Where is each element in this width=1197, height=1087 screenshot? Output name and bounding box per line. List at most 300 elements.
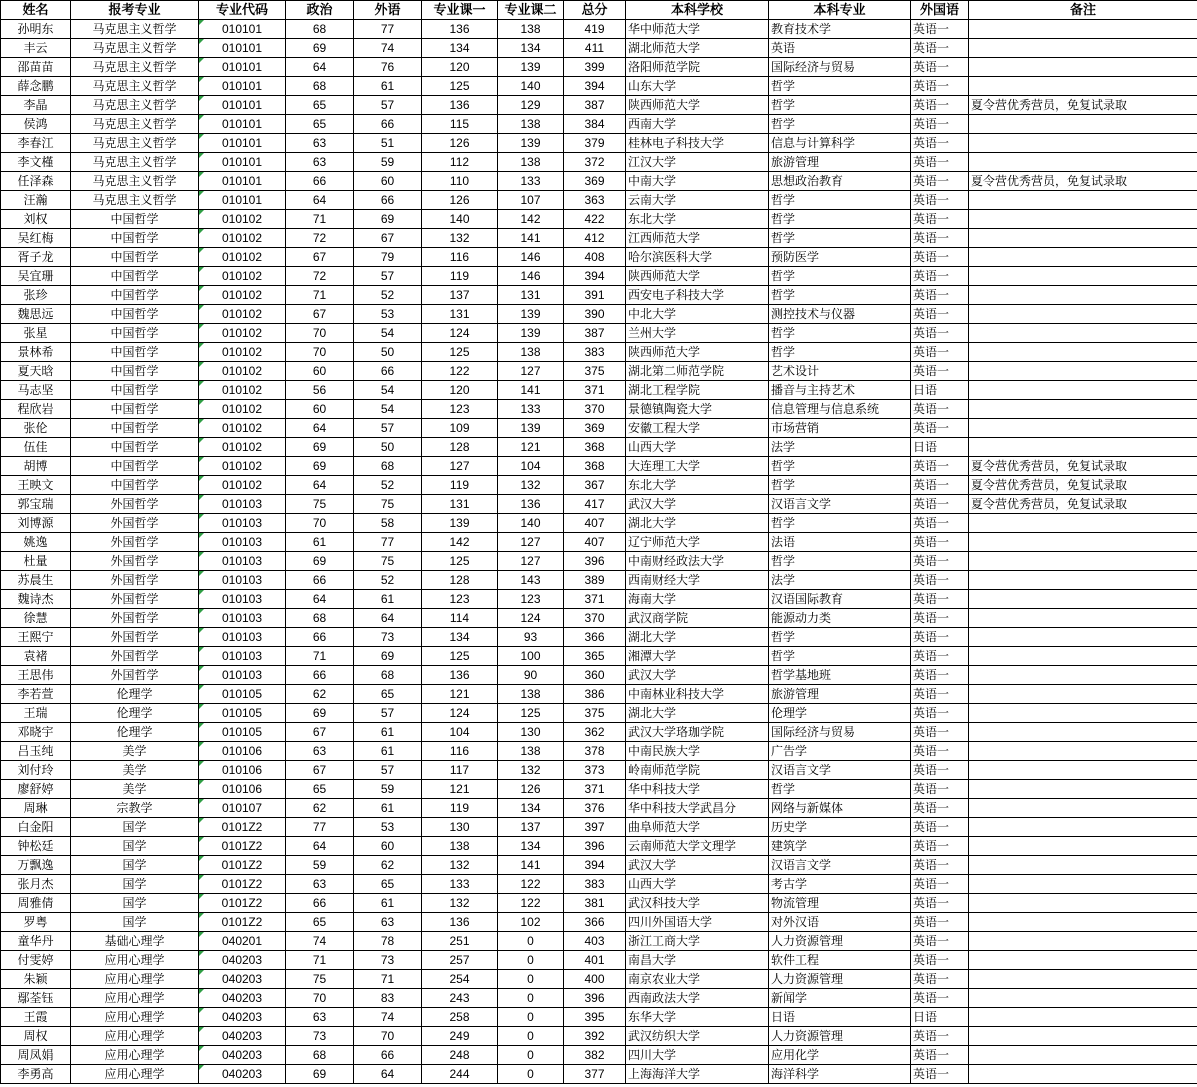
cell-undergrad-school[interactable] bbox=[626, 324, 769, 343]
cell-foreign-language-exam[interactable] bbox=[911, 1046, 969, 1065]
cell-course1[interactable] bbox=[422, 837, 498, 856]
cell-name[interactable] bbox=[1, 818, 71, 837]
cell-total[interactable] bbox=[564, 324, 626, 343]
cell-total[interactable] bbox=[564, 400, 626, 419]
cell-course2[interactable] bbox=[498, 400, 564, 419]
cell-politics[interactable] bbox=[286, 761, 354, 780]
cell-undergrad-school[interactable] bbox=[626, 894, 769, 913]
cell-name[interactable] bbox=[1, 780, 71, 799]
cell-politics[interactable] bbox=[286, 932, 354, 951]
cell-course2[interactable] bbox=[498, 552, 564, 571]
cell-foreign-language-exam[interactable] bbox=[911, 343, 969, 362]
cell-undergrad-major[interactable] bbox=[769, 856, 911, 875]
cell-undergrad-major[interactable] bbox=[769, 58, 911, 77]
cell-politics[interactable] bbox=[286, 96, 354, 115]
column-header-foreign-language-exam[interactable]: 外国语 bbox=[911, 1, 969, 20]
cell-foreign-language-exam[interactable] bbox=[911, 210, 969, 229]
cell-major-code[interactable] bbox=[199, 96, 286, 115]
cell-foreign-language[interactable] bbox=[354, 400, 422, 419]
cell-undergrad-school[interactable] bbox=[626, 951, 769, 970]
cell-course2[interactable] bbox=[498, 134, 564, 153]
cell-total[interactable] bbox=[564, 799, 626, 818]
cell-undergrad-school[interactable] bbox=[626, 248, 769, 267]
cell-name[interactable] bbox=[1, 134, 71, 153]
cell-total[interactable] bbox=[564, 970, 626, 989]
cell-undergrad-school[interactable] bbox=[626, 134, 769, 153]
cell-undergrad-school[interactable] bbox=[626, 172, 769, 191]
cell-applied-major[interactable] bbox=[71, 153, 199, 172]
cell-foreign-language-exam[interactable] bbox=[911, 894, 969, 913]
cell-name[interactable] bbox=[1, 20, 71, 39]
cell-applied-major[interactable] bbox=[71, 77, 199, 96]
cell-total[interactable] bbox=[564, 837, 626, 856]
cell-remarks[interactable] bbox=[969, 267, 1197, 286]
cell-politics[interactable] bbox=[286, 609, 354, 628]
cell-course1[interactable] bbox=[422, 153, 498, 172]
cell-applied-major[interactable] bbox=[71, 913, 199, 932]
cell-major-code[interactable] bbox=[199, 39, 286, 58]
cell-remarks[interactable] bbox=[969, 419, 1197, 438]
cell-applied-major[interactable] bbox=[71, 248, 199, 267]
cell-name[interactable] bbox=[1, 438, 71, 457]
cell-course1[interactable] bbox=[422, 419, 498, 438]
cell-major-code[interactable] bbox=[199, 609, 286, 628]
cell-course1[interactable] bbox=[422, 932, 498, 951]
cell-politics[interactable] bbox=[286, 153, 354, 172]
cell-total[interactable] bbox=[564, 875, 626, 894]
cell-politics[interactable] bbox=[286, 533, 354, 552]
cell-foreign-language-exam[interactable] bbox=[911, 666, 969, 685]
cell-undergrad-school[interactable] bbox=[626, 799, 769, 818]
cell-course1[interactable] bbox=[422, 970, 498, 989]
cell-politics[interactable] bbox=[286, 799, 354, 818]
cell-course1[interactable] bbox=[422, 191, 498, 210]
cell-name[interactable] bbox=[1, 324, 71, 343]
cell-course1[interactable] bbox=[422, 362, 498, 381]
cell-undergrad-school[interactable] bbox=[626, 609, 769, 628]
cell-undergrad-major[interactable] bbox=[769, 1046, 911, 1065]
cell-politics[interactable] bbox=[286, 1065, 354, 1084]
cell-undergrad-school[interactable] bbox=[626, 153, 769, 172]
cell-major-code[interactable] bbox=[199, 438, 286, 457]
cell-remarks[interactable] bbox=[969, 248, 1197, 267]
cell-foreign-language[interactable] bbox=[354, 229, 422, 248]
cell-course2[interactable] bbox=[498, 115, 564, 134]
cell-applied-major[interactable] bbox=[71, 970, 199, 989]
cell-applied-major[interactable] bbox=[71, 1065, 199, 1084]
column-header-course2[interactable]: 专业课二 bbox=[498, 1, 564, 20]
cell-remarks[interactable] bbox=[969, 1065, 1197, 1084]
cell-major-code[interactable] bbox=[199, 248, 286, 267]
cell-major-code[interactable] bbox=[199, 153, 286, 172]
cell-applied-major[interactable] bbox=[71, 761, 199, 780]
cell-remarks[interactable] bbox=[969, 989, 1197, 1008]
cell-remarks[interactable] bbox=[969, 552, 1197, 571]
cell-foreign-language-exam[interactable] bbox=[911, 552, 969, 571]
cell-name[interactable] bbox=[1, 77, 71, 96]
cell-foreign-language[interactable] bbox=[354, 894, 422, 913]
cell-major-code[interactable] bbox=[199, 419, 286, 438]
cell-undergrad-major[interactable] bbox=[769, 210, 911, 229]
cell-undergrad-major[interactable] bbox=[769, 552, 911, 571]
cell-course1[interactable] bbox=[422, 780, 498, 799]
column-header-name[interactable]: 姓名 bbox=[1, 1, 71, 20]
cell-undergrad-major[interactable] bbox=[769, 609, 911, 628]
cell-politics[interactable] bbox=[286, 400, 354, 419]
cell-foreign-language-exam[interactable] bbox=[911, 970, 969, 989]
cell-applied-major[interactable] bbox=[71, 989, 199, 1008]
cell-total[interactable] bbox=[564, 305, 626, 324]
cell-politics[interactable] bbox=[286, 552, 354, 571]
cell-applied-major[interactable] bbox=[71, 305, 199, 324]
cell-course2[interactable] bbox=[498, 685, 564, 704]
cell-undergrad-major[interactable] bbox=[769, 685, 911, 704]
cell-remarks[interactable] bbox=[969, 134, 1197, 153]
cell-undergrad-major[interactable] bbox=[769, 381, 911, 400]
cell-applied-major[interactable] bbox=[71, 1008, 199, 1027]
cell-remarks[interactable] bbox=[969, 96, 1197, 115]
cell-foreign-language[interactable] bbox=[354, 837, 422, 856]
cell-name[interactable] bbox=[1, 172, 71, 191]
cell-undergrad-major[interactable] bbox=[769, 647, 911, 666]
cell-applied-major[interactable] bbox=[71, 647, 199, 666]
cell-total[interactable] bbox=[564, 704, 626, 723]
cell-remarks[interactable] bbox=[969, 666, 1197, 685]
cell-undergrad-major[interactable] bbox=[769, 267, 911, 286]
cell-course2[interactable] bbox=[498, 1008, 564, 1027]
cell-applied-major[interactable] bbox=[71, 1027, 199, 1046]
cell-major-code[interactable] bbox=[199, 495, 286, 514]
cell-major-code[interactable] bbox=[199, 305, 286, 324]
cell-undergrad-school[interactable] bbox=[626, 476, 769, 495]
cell-applied-major[interactable] bbox=[71, 457, 199, 476]
cell-total[interactable] bbox=[564, 628, 626, 647]
cell-applied-major[interactable] bbox=[71, 723, 199, 742]
cell-foreign-language[interactable] bbox=[354, 210, 422, 229]
cell-name[interactable] bbox=[1, 267, 71, 286]
cell-applied-major[interactable] bbox=[71, 134, 199, 153]
cell-total[interactable] bbox=[564, 742, 626, 761]
cell-politics[interactable] bbox=[286, 134, 354, 153]
cell-politics[interactable] bbox=[286, 343, 354, 362]
cell-foreign-language[interactable] bbox=[354, 609, 422, 628]
cell-foreign-language[interactable] bbox=[354, 989, 422, 1008]
cell-foreign-language-exam[interactable] bbox=[911, 77, 969, 96]
cell-course1[interactable] bbox=[422, 77, 498, 96]
cell-undergrad-school[interactable] bbox=[626, 210, 769, 229]
cell-remarks[interactable] bbox=[969, 514, 1197, 533]
cell-undergrad-school[interactable] bbox=[626, 58, 769, 77]
cell-undergrad-major[interactable] bbox=[769, 77, 911, 96]
cell-total[interactable] bbox=[564, 58, 626, 77]
cell-major-code[interactable] bbox=[199, 1027, 286, 1046]
cell-foreign-language[interactable] bbox=[354, 96, 422, 115]
cell-total[interactable] bbox=[564, 362, 626, 381]
column-header-undergrad-major[interactable]: 本科专业 bbox=[769, 1, 911, 20]
cell-undergrad-school[interactable] bbox=[626, 419, 769, 438]
cell-major-code[interactable] bbox=[199, 761, 286, 780]
cell-course1[interactable] bbox=[422, 875, 498, 894]
cell-politics[interactable] bbox=[286, 989, 354, 1008]
cell-politics[interactable] bbox=[286, 115, 354, 134]
cell-foreign-language-exam[interactable] bbox=[911, 381, 969, 400]
cell-foreign-language-exam[interactable] bbox=[911, 951, 969, 970]
cell-name[interactable] bbox=[1, 552, 71, 571]
cell-foreign-language[interactable] bbox=[354, 1065, 422, 1084]
cell-undergrad-school[interactable] bbox=[626, 780, 769, 799]
cell-politics[interactable] bbox=[286, 856, 354, 875]
cell-major-code[interactable] bbox=[199, 704, 286, 723]
cell-course1[interactable] bbox=[422, 476, 498, 495]
cell-undergrad-major[interactable] bbox=[769, 951, 911, 970]
cell-undergrad-school[interactable] bbox=[626, 685, 769, 704]
cell-major-code[interactable] bbox=[199, 913, 286, 932]
cell-foreign-language-exam[interactable] bbox=[911, 495, 969, 514]
cell-undergrad-major[interactable] bbox=[769, 913, 911, 932]
cell-total[interactable] bbox=[564, 286, 626, 305]
cell-undergrad-school[interactable] bbox=[626, 571, 769, 590]
cell-course1[interactable] bbox=[422, 647, 498, 666]
cell-major-code[interactable] bbox=[199, 894, 286, 913]
cell-total[interactable] bbox=[564, 647, 626, 666]
cell-politics[interactable] bbox=[286, 58, 354, 77]
cell-politics[interactable] bbox=[286, 438, 354, 457]
cell-major-code[interactable] bbox=[199, 647, 286, 666]
cell-undergrad-major[interactable] bbox=[769, 457, 911, 476]
cell-course2[interactable] bbox=[498, 837, 564, 856]
cell-foreign-language[interactable] bbox=[354, 115, 422, 134]
cell-course2[interactable] bbox=[498, 799, 564, 818]
cell-course2[interactable] bbox=[498, 381, 564, 400]
cell-remarks[interactable] bbox=[969, 723, 1197, 742]
cell-undergrad-major[interactable] bbox=[769, 419, 911, 438]
cell-total[interactable] bbox=[564, 571, 626, 590]
cell-major-code[interactable] bbox=[199, 1008, 286, 1027]
cell-applied-major[interactable] bbox=[71, 39, 199, 58]
cell-course2[interactable] bbox=[498, 894, 564, 913]
cell-foreign-language-exam[interactable] bbox=[911, 590, 969, 609]
cell-applied-major[interactable] bbox=[71, 210, 199, 229]
cell-remarks[interactable] bbox=[969, 1027, 1197, 1046]
cell-politics[interactable] bbox=[286, 875, 354, 894]
cell-course1[interactable] bbox=[422, 609, 498, 628]
cell-major-code[interactable] bbox=[199, 685, 286, 704]
cell-undergrad-school[interactable] bbox=[626, 39, 769, 58]
cell-major-code[interactable] bbox=[199, 20, 286, 39]
cell-course1[interactable] bbox=[422, 210, 498, 229]
cell-total[interactable] bbox=[564, 723, 626, 742]
column-header-course1[interactable]: 专业课一 bbox=[422, 1, 498, 20]
cell-foreign-language-exam[interactable] bbox=[911, 742, 969, 761]
column-header-remarks[interactable]: 备注 bbox=[969, 1, 1197, 20]
cell-major-code[interactable] bbox=[199, 628, 286, 647]
cell-remarks[interactable] bbox=[969, 780, 1197, 799]
cell-politics[interactable] bbox=[286, 628, 354, 647]
cell-name[interactable] bbox=[1, 837, 71, 856]
cell-foreign-language[interactable] bbox=[354, 324, 422, 343]
cell-foreign-language[interactable] bbox=[354, 191, 422, 210]
cell-foreign-language[interactable] bbox=[354, 647, 422, 666]
cell-name[interactable] bbox=[1, 1008, 71, 1027]
cell-foreign-language[interactable] bbox=[354, 628, 422, 647]
cell-remarks[interactable] bbox=[969, 837, 1197, 856]
cell-foreign-language-exam[interactable] bbox=[911, 818, 969, 837]
cell-undergrad-school[interactable] bbox=[626, 590, 769, 609]
cell-applied-major[interactable] bbox=[71, 951, 199, 970]
cell-foreign-language-exam[interactable] bbox=[911, 628, 969, 647]
cell-remarks[interactable] bbox=[969, 381, 1197, 400]
cell-applied-major[interactable] bbox=[71, 20, 199, 39]
cell-undergrad-major[interactable] bbox=[769, 20, 911, 39]
cell-politics[interactable] bbox=[286, 39, 354, 58]
cell-applied-major[interactable] bbox=[71, 172, 199, 191]
cell-major-code[interactable] bbox=[199, 1046, 286, 1065]
cell-major-code[interactable] bbox=[199, 115, 286, 134]
cell-major-code[interactable] bbox=[199, 210, 286, 229]
cell-remarks[interactable] bbox=[969, 1008, 1197, 1027]
cell-foreign-language[interactable] bbox=[354, 552, 422, 571]
cell-foreign-language-exam[interactable] bbox=[911, 457, 969, 476]
cell-undergrad-school[interactable] bbox=[626, 115, 769, 134]
cell-politics[interactable] bbox=[286, 77, 354, 96]
cell-name[interactable] bbox=[1, 305, 71, 324]
cell-course2[interactable] bbox=[498, 39, 564, 58]
cell-applied-major[interactable] bbox=[71, 666, 199, 685]
cell-undergrad-school[interactable] bbox=[626, 286, 769, 305]
cell-undergrad-major[interactable] bbox=[769, 476, 911, 495]
cell-undergrad-school[interactable] bbox=[626, 305, 769, 324]
cell-foreign-language[interactable] bbox=[354, 495, 422, 514]
cell-major-code[interactable] bbox=[199, 172, 286, 191]
cell-undergrad-major[interactable] bbox=[769, 305, 911, 324]
cell-name[interactable] bbox=[1, 913, 71, 932]
cell-name[interactable] bbox=[1, 875, 71, 894]
cell-total[interactable] bbox=[564, 381, 626, 400]
cell-course2[interactable] bbox=[498, 495, 564, 514]
cell-remarks[interactable] bbox=[969, 400, 1197, 419]
cell-major-code[interactable] bbox=[199, 533, 286, 552]
cell-total[interactable] bbox=[564, 77, 626, 96]
cell-undergrad-school[interactable] bbox=[626, 1008, 769, 1027]
cell-undergrad-school[interactable] bbox=[626, 1065, 769, 1084]
cell-undergrad-school[interactable] bbox=[626, 837, 769, 856]
column-header-undergrad-school[interactable]: 本科学校 bbox=[626, 1, 769, 20]
cell-major-code[interactable] bbox=[199, 476, 286, 495]
cell-foreign-language-exam[interactable] bbox=[911, 780, 969, 799]
cell-undergrad-school[interactable] bbox=[626, 343, 769, 362]
cell-course2[interactable] bbox=[498, 647, 564, 666]
cell-course1[interactable] bbox=[422, 704, 498, 723]
cell-undergrad-school[interactable] bbox=[626, 77, 769, 96]
cell-major-code[interactable] bbox=[199, 324, 286, 343]
cell-remarks[interactable] bbox=[969, 799, 1197, 818]
cell-undergrad-school[interactable] bbox=[626, 267, 769, 286]
cell-undergrad-school[interactable] bbox=[626, 704, 769, 723]
cell-remarks[interactable] bbox=[969, 970, 1197, 989]
cell-total[interactable] bbox=[564, 495, 626, 514]
cell-politics[interactable] bbox=[286, 191, 354, 210]
cell-name[interactable] bbox=[1, 761, 71, 780]
cell-foreign-language[interactable] bbox=[354, 343, 422, 362]
cell-name[interactable] bbox=[1, 286, 71, 305]
cell-name[interactable] bbox=[1, 457, 71, 476]
cell-politics[interactable] bbox=[286, 742, 354, 761]
cell-total[interactable] bbox=[564, 476, 626, 495]
cell-course2[interactable] bbox=[498, 362, 564, 381]
cell-applied-major[interactable] bbox=[71, 476, 199, 495]
cell-course2[interactable] bbox=[498, 1027, 564, 1046]
cell-politics[interactable] bbox=[286, 267, 354, 286]
cell-course1[interactable] bbox=[422, 286, 498, 305]
cell-undergrad-major[interactable] bbox=[769, 818, 911, 837]
cell-undergrad-major[interactable] bbox=[769, 96, 911, 115]
cell-remarks[interactable] bbox=[969, 818, 1197, 837]
cell-foreign-language[interactable] bbox=[354, 856, 422, 875]
cell-applied-major[interactable] bbox=[71, 1046, 199, 1065]
cell-remarks[interactable] bbox=[969, 191, 1197, 210]
cell-applied-major[interactable] bbox=[71, 932, 199, 951]
cell-foreign-language-exam[interactable] bbox=[911, 267, 969, 286]
cell-undergrad-major[interactable] bbox=[769, 438, 911, 457]
cell-politics[interactable] bbox=[286, 419, 354, 438]
cell-applied-major[interactable] bbox=[71, 894, 199, 913]
cell-politics[interactable] bbox=[286, 1008, 354, 1027]
cell-undergrad-major[interactable] bbox=[769, 134, 911, 153]
cell-course1[interactable] bbox=[422, 1046, 498, 1065]
cell-applied-major[interactable] bbox=[71, 229, 199, 248]
cell-undergrad-major[interactable] bbox=[769, 362, 911, 381]
cell-remarks[interactable] bbox=[969, 1046, 1197, 1065]
cell-undergrad-school[interactable] bbox=[626, 20, 769, 39]
cell-undergrad-school[interactable] bbox=[626, 362, 769, 381]
cell-name[interactable] bbox=[1, 1027, 71, 1046]
cell-remarks[interactable] bbox=[969, 457, 1197, 476]
cell-foreign-language[interactable] bbox=[354, 381, 422, 400]
cell-name[interactable] bbox=[1, 951, 71, 970]
cell-undergrad-major[interactable] bbox=[769, 742, 911, 761]
cell-undergrad-major[interactable] bbox=[769, 704, 911, 723]
cell-politics[interactable] bbox=[286, 210, 354, 229]
cell-course1[interactable] bbox=[422, 134, 498, 153]
cell-total[interactable] bbox=[564, 552, 626, 571]
cell-major-code[interactable] bbox=[199, 400, 286, 419]
cell-foreign-language-exam[interactable] bbox=[911, 685, 969, 704]
cell-undergrad-major[interactable] bbox=[769, 932, 911, 951]
cell-course1[interactable] bbox=[422, 723, 498, 742]
cell-foreign-language[interactable] bbox=[354, 875, 422, 894]
cell-course1[interactable] bbox=[422, 628, 498, 647]
cell-undergrad-major[interactable] bbox=[769, 970, 911, 989]
cell-foreign-language[interactable] bbox=[354, 305, 422, 324]
cell-foreign-language-exam[interactable] bbox=[911, 229, 969, 248]
cell-total[interactable] bbox=[564, 343, 626, 362]
cell-applied-major[interactable] bbox=[71, 685, 199, 704]
cell-major-code[interactable] bbox=[199, 58, 286, 77]
cell-undergrad-major[interactable] bbox=[769, 799, 911, 818]
cell-undergrad-major[interactable] bbox=[769, 39, 911, 58]
cell-course2[interactable] bbox=[498, 229, 564, 248]
cell-foreign-language-exam[interactable] bbox=[911, 191, 969, 210]
cell-total[interactable] bbox=[564, 780, 626, 799]
cell-remarks[interactable] bbox=[969, 609, 1197, 628]
cell-remarks[interactable] bbox=[969, 913, 1197, 932]
cell-remarks[interactable] bbox=[969, 704, 1197, 723]
cell-course2[interactable] bbox=[498, 457, 564, 476]
cell-total[interactable] bbox=[564, 818, 626, 837]
cell-remarks[interactable] bbox=[969, 761, 1197, 780]
cell-name[interactable] bbox=[1, 229, 71, 248]
cell-course1[interactable] bbox=[422, 115, 498, 134]
